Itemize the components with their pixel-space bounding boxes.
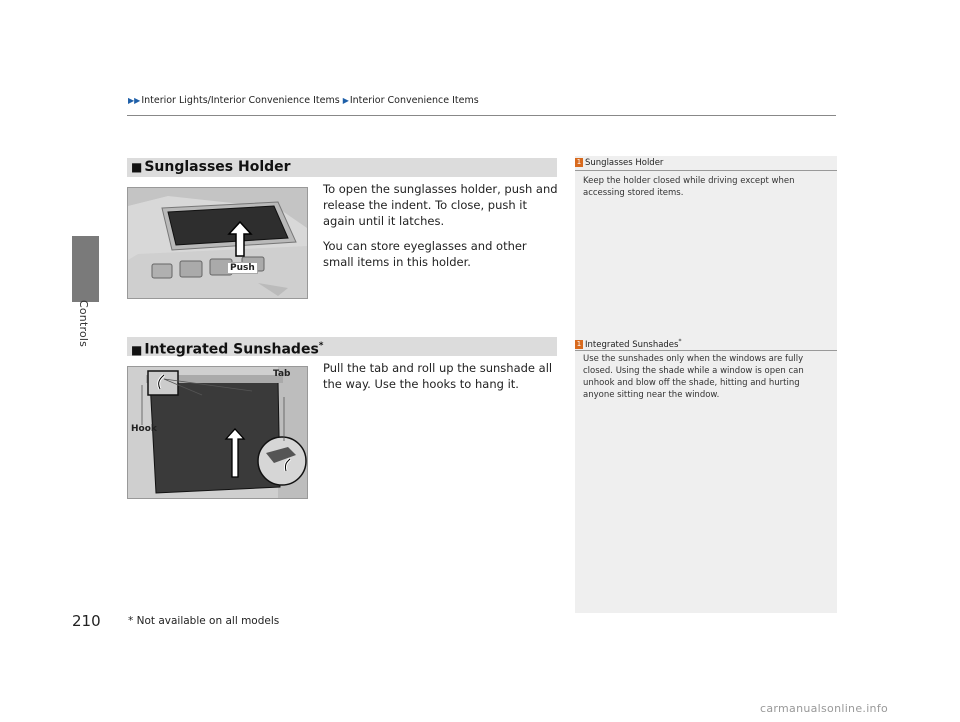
asterisk-mark: * — [678, 338, 682, 345]
sunglasses-body-text — [323, 181, 559, 279]
asterisk-mark: * — [318, 341, 324, 351]
breadcrumb-part-1[interactable]: Interior Lights/Interior Convenience Items — [141, 95, 340, 106]
callout-push-label: Push — [227, 262, 258, 274]
note-text-sunshades: Use the sunshades only when the windows are fully closed. Using the shade while a window is open can unhook and blow off the shade, hitting and hurting anyone sitting near the window. — [583, 354, 804, 400]
sunshades-paragraph-1: Pull the tab and roll up the sunshade all the way. Use the hooks to hang it. — [323, 361, 553, 391]
watermark: carmanualsonline.info — [760, 702, 889, 715]
section-heading-sunglasses-holder: ■ Sunglasses Holder — [127, 158, 557, 177]
sunglasses-paragraph-1: To open the sunglasses holder, push and release the indent. To close, push it again until it latches. — [323, 182, 558, 228]
callout-tab-label: Tab — [273, 369, 291, 379]
reference-marker-icon: 1 — [576, 158, 582, 166]
sunglasses-holder-illustration — [127, 187, 308, 299]
page-number: 210 — [72, 612, 101, 630]
sunglasses-paragraph-2: You can store eyeglasses and other small items in this holder. — [323, 239, 527, 269]
square-bullet-icon: ■ — [131, 160, 143, 174]
sunshades-body-text — [323, 360, 559, 401]
sidebar-chapter-tab — [72, 236, 99, 302]
note-title-sunglasses: 1 Sunglasses Holder — [576, 158, 664, 168]
callout-hook-label: Hook — [131, 424, 157, 434]
note-divider — [575, 350, 837, 351]
breadcrumb — [128, 95, 479, 106]
note-text-sunglasses: Keep the holder closed while driving except when accessing stored items. — [583, 176, 795, 198]
header-divider — [127, 115, 836, 116]
section-heading-integrated-sunshades: ■ Integrated Sunshades* — [127, 337, 557, 356]
breadcrumb-arrow-icon: ▶ — [342, 96, 349, 105]
note-title-sunshades: 1 Integrated Sunshades* — [576, 338, 682, 350]
reference-marker-icon: 1 — [576, 339, 582, 348]
footnote: * Not available on all models — [128, 615, 280, 627]
sidebar-chapter-label: Controls — [77, 300, 90, 348]
breadcrumb-arrow-icon: ▶▶ — [128, 96, 141, 105]
note-divider — [575, 170, 837, 171]
breadcrumb-part-2[interactable]: Interior Convenience Items — [349, 95, 479, 106]
square-bullet-icon: ■ — [131, 342, 143, 357]
